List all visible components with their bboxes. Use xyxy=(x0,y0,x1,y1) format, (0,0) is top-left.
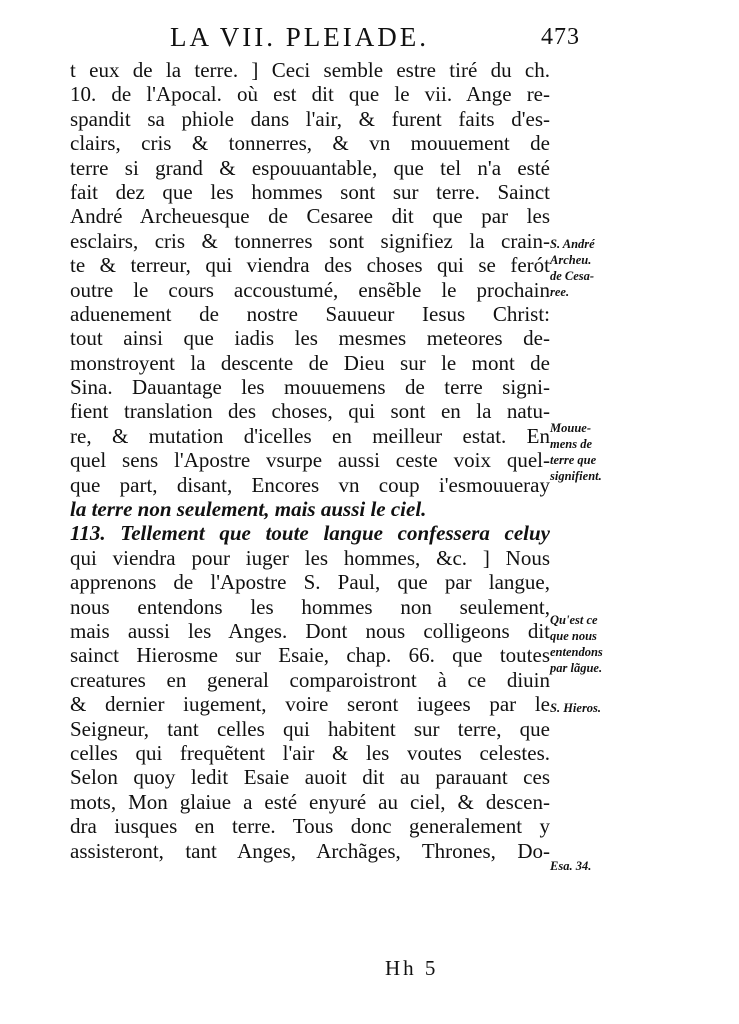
text-line: esclairs, cris & tonnerres sont signifiez la crain- xyxy=(70,228,550,253)
text-line: dra iusques en terre. Tous donc generalement y xyxy=(70,814,550,839)
text-line: qui viendra pour iuger les hommes, &c. ] Nous xyxy=(70,545,550,570)
text-line-italic: la terre non seulement, mais aussi le ciel. xyxy=(70,497,427,522)
body-text xyxy=(70,58,550,863)
margin-note xyxy=(550,420,640,484)
margin-note-line: de Cesa- xyxy=(550,269,595,283)
text-line: fient translation des choses, qui sont en la natu- xyxy=(70,399,550,424)
text-line: Selon quoy ledit Esaie auoit dit au parauant ces xyxy=(70,765,550,790)
margin-note-line: S. André xyxy=(550,237,595,251)
text-line: nous entendons les hommes non seulement, xyxy=(70,594,550,619)
text-line: 10. de l'Apocal. où est dit que le vii. Ange re- xyxy=(70,82,550,107)
margin-note-line: mens de xyxy=(550,437,593,451)
margin-note-line: signifient. xyxy=(550,469,602,483)
text-line: outre le cours accoustumé, ensẽble le prochain xyxy=(70,277,550,302)
text-line: clairs, cris & tonnerres, & vn mouuement de xyxy=(70,131,550,156)
margin-note-line: que nous xyxy=(550,629,597,643)
margin-note-line: Esa. 34. xyxy=(550,859,592,873)
margin-note-line: Mouue- xyxy=(550,421,591,435)
margin-note xyxy=(550,236,640,300)
margin-note xyxy=(550,858,640,874)
text-line: fait dez que les hommes sont sur terre. Sainct xyxy=(70,179,550,204)
catchword: Hh 5 xyxy=(385,956,439,980)
text-line: terre si grand & espouuantable, que tel n'a esté xyxy=(70,155,550,180)
text-line: André Archeuesque de Cesaree dit que par les xyxy=(70,204,550,229)
margin-note-line: entendons xyxy=(550,645,603,659)
text-line: mots, Mon glaiue a esté enyuré au ciel, & descen- xyxy=(70,789,550,814)
text-line: quel sens l'Apostre vsurpe aussi ceste voix quel- xyxy=(70,448,550,473)
margin-note-line: Qu'est ce xyxy=(550,613,598,627)
margin-note-line: par lãgue. xyxy=(550,661,603,675)
text-line: tout ainsi que iadis les mesmes meteores de- xyxy=(70,326,550,351)
text-line: spandit sa phiole dans l'air, & furent faits d'es- xyxy=(70,106,550,131)
text-line: monstroyent la descente de Dieu sur le mont de xyxy=(70,350,550,375)
margin-note-line: Archeu. xyxy=(550,253,592,267)
text-line-italic: 113. Tellement que toute langue confessera celuy xyxy=(70,521,550,546)
text-line: & dernier iugement, voire seront iugees par le xyxy=(70,692,550,717)
text-line: celles qui frequẽtent l'air & les voutes celestes. xyxy=(70,740,550,765)
margin-note xyxy=(550,700,640,716)
text-line: mais aussi les Anges. Dont nous colligeons dit xyxy=(70,618,550,643)
text-line: te & terreur, qui viendra des choses qui se ferót xyxy=(70,253,550,278)
text-line: creatures en general comparoistront à ce diuin xyxy=(70,667,550,692)
text-line: Sina. Dauantage les mouuemens de terre signi- xyxy=(70,375,550,400)
margin-note xyxy=(550,612,640,676)
text-line: apprenons de l'Apostre S. Paul, que par langue, xyxy=(70,570,550,595)
margin-note-line: terre que xyxy=(550,453,597,467)
text-line: assisteront, tant Anges, Archãges, Thrones, Do- xyxy=(70,838,550,863)
page-number: 473 xyxy=(541,24,580,50)
running-title: LA VII. PLEIADE. xyxy=(170,22,429,52)
margin-note-line: S. Hieros. xyxy=(550,701,602,715)
text-line: re, & mutation d'icelles en meilleur estat. En xyxy=(70,423,550,448)
text-line: que part, disant, Encores vn coup i'esmouueray xyxy=(70,472,550,497)
text-line: Seigneur, tant celles qui habitent sur terre, que xyxy=(70,716,550,741)
margin-note-line: ree. xyxy=(550,285,570,299)
text-line: sainct Hierosme sur Esaie, chap. 66. que toutes xyxy=(70,643,550,668)
page-header xyxy=(160,22,580,54)
text-line: t eux de la terre. ] Ceci semble estre tiré du ch. xyxy=(70,58,550,82)
text-line: aduenement de nostre Sauueur Iesus Christ: xyxy=(70,301,550,326)
